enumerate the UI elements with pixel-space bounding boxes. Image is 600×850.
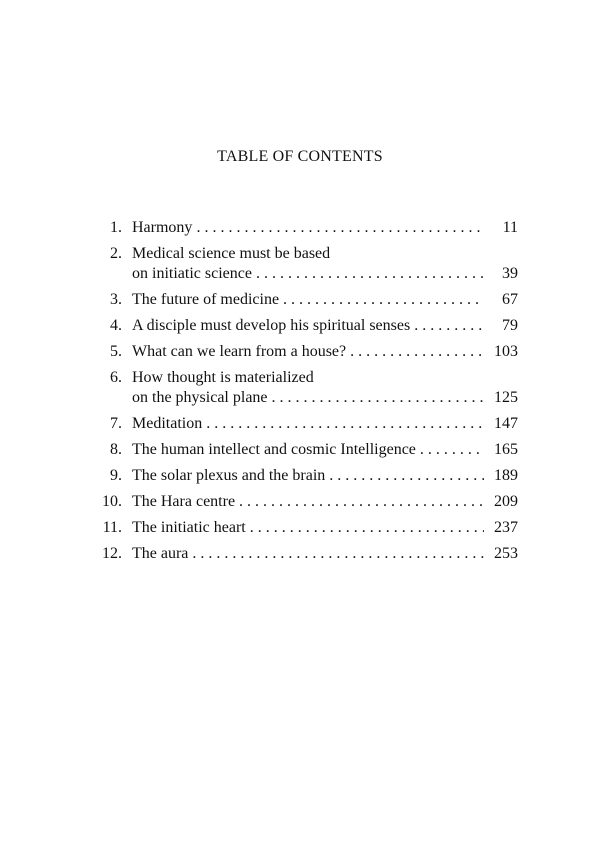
toc-page-number: 237 [494, 519, 518, 536]
toc-line [132, 414, 518, 434]
toc-title: What can we learn from a house? [132, 343, 347, 360]
toc-body [132, 544, 518, 564]
toc-entry [92, 218, 518, 238]
toc-number: 6. [110, 369, 122, 386]
page-title: TABLE OF CONTENTS [217, 148, 383, 165]
toc-body [132, 290, 518, 310]
toc-entry [92, 544, 518, 564]
toc-entry [92, 414, 518, 434]
toc-line [132, 518, 518, 538]
toc-title: Meditation [132, 415, 203, 432]
toc-page-number: 125 [494, 389, 518, 406]
toc-line [132, 264, 518, 284]
toc-number: 3. [110, 291, 122, 308]
toc-line [132, 316, 518, 336]
toc-line [132, 342, 518, 362]
toc-title: Harmony [132, 219, 193, 236]
toc-line [132, 544, 518, 564]
dot-leader [414, 316, 484, 336]
toc-entry [92, 342, 518, 362]
dot-leader [420, 440, 484, 460]
toc-number: 1. [110, 219, 122, 236]
toc-body [132, 342, 518, 362]
toc-number: 8. [110, 441, 122, 458]
dot-leader [329, 466, 484, 486]
dot-leader [239, 492, 484, 512]
toc-line [132, 218, 518, 238]
dot-leader [206, 414, 484, 434]
dot-leader [283, 290, 484, 310]
dot-leader [256, 264, 484, 284]
toc-page-number: 165 [494, 441, 518, 458]
toc-entry [92, 368, 518, 408]
toc-title: The aura [132, 545, 189, 562]
toc-line [132, 388, 518, 408]
toc-title: The Hara centre [132, 493, 236, 510]
toc-title-line1: Medical science must be based [132, 245, 331, 262]
toc-number: 5. [110, 343, 122, 360]
toc-title: on the physical plane [132, 389, 268, 406]
toc-title: The future of medicine [132, 291, 280, 308]
toc-entry [92, 440, 518, 460]
toc-page-number: 147 [494, 415, 518, 432]
toc-page-number: 79 [502, 317, 518, 334]
dot-leader [196, 218, 484, 238]
toc-title: A disciple must develop his spiritual senses [132, 317, 411, 334]
toc-body [132, 218, 518, 238]
toc-body [132, 466, 518, 486]
toc-body [132, 316, 518, 336]
toc-page-number: 39 [502, 265, 518, 282]
toc-page-number: 209 [494, 493, 518, 510]
toc-body [132, 492, 518, 512]
toc-line [132, 290, 518, 310]
toc-body [132, 518, 518, 538]
toc-entry [92, 518, 518, 538]
toc-line [132, 466, 518, 486]
toc-line [132, 440, 518, 460]
toc-body [132, 440, 518, 460]
toc-page-number: 103 [494, 343, 518, 360]
toc-number: 10. [102, 493, 122, 510]
dot-leader [272, 388, 484, 408]
toc-line [132, 492, 518, 512]
toc-entry [92, 466, 518, 486]
toc-number: 4. [110, 317, 122, 334]
dot-leader [350, 342, 484, 362]
toc-page-number: 11 [502, 219, 518, 236]
toc-list [92, 218, 518, 570]
toc-title: The solar plexus and the brain [132, 467, 326, 484]
toc-entry [92, 492, 518, 512]
dot-leader [250, 518, 484, 538]
toc-entry [92, 290, 518, 310]
toc-body [132, 368, 518, 408]
toc-entry [92, 316, 518, 336]
toc-page-number: 253 [494, 545, 518, 562]
toc-body [132, 414, 518, 434]
toc-title: The initiatic heart [132, 519, 246, 536]
toc-title-line1: How thought is materialized [132, 369, 314, 386]
toc-number: 7. [110, 415, 122, 432]
toc-page-number: 189 [494, 467, 518, 484]
toc-title: on initiatic science [132, 265, 252, 282]
toc-number: 11. [102, 519, 122, 536]
toc-number: 12. [102, 545, 122, 562]
toc-entry [92, 244, 518, 284]
toc-number: 9. [110, 467, 122, 484]
toc-page-number: 67 [502, 291, 518, 308]
toc-body [132, 244, 518, 284]
toc-number: 2. [110, 245, 122, 262]
dot-leader [192, 544, 484, 564]
toc-title: The human intellect and cosmic Intelligence [132, 441, 416, 458]
